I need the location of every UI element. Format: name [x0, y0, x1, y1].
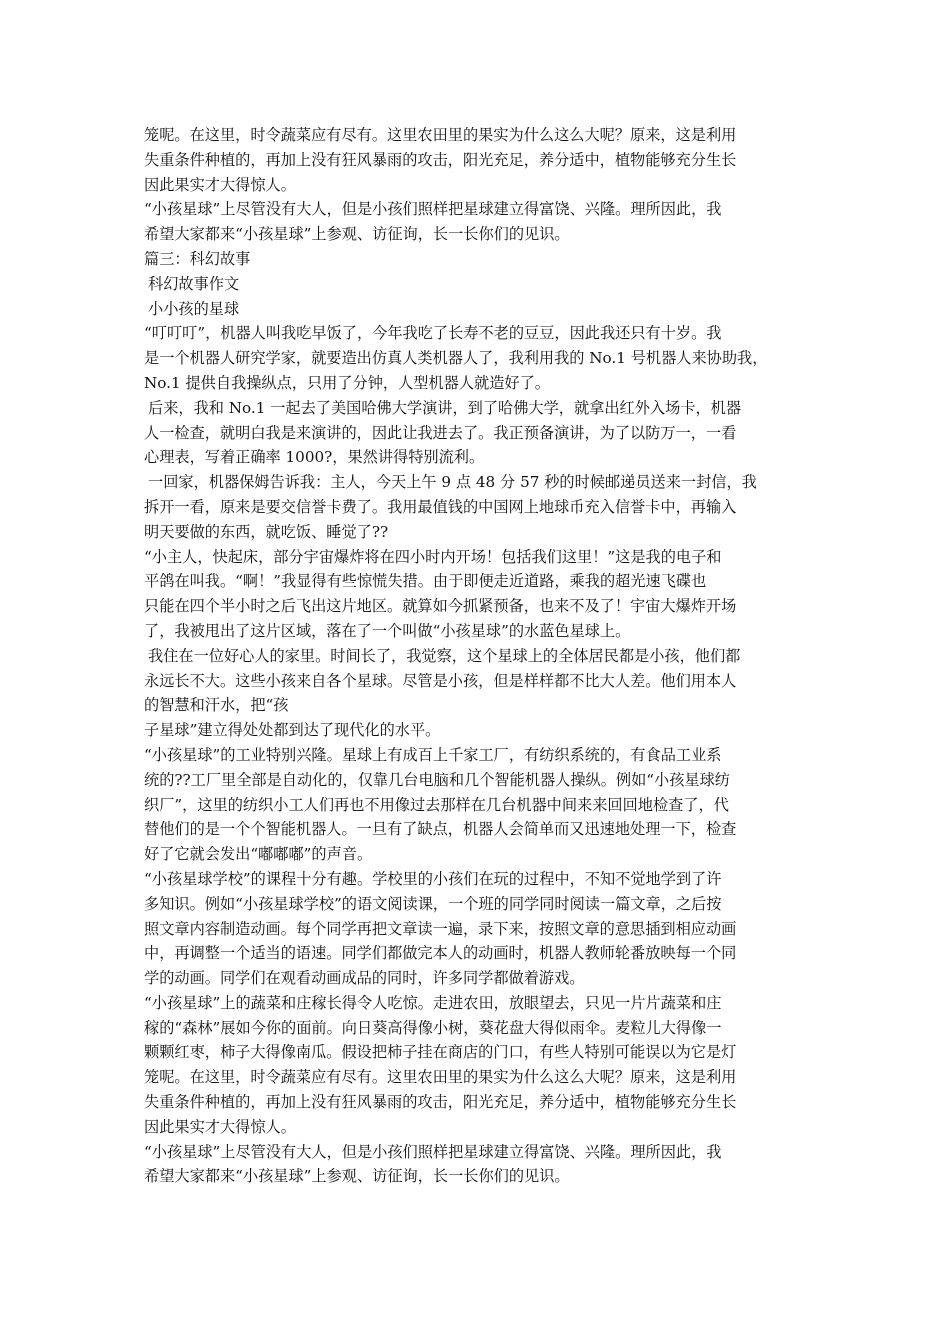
- text-line: 小小孩的星球: [148, 299, 240, 318]
- paragraph: [144, 197, 814, 247]
- paragraph: [144, 297, 814, 322]
- text-line: 照文章内容制造动画。每个同学再把文章读一遍，录下来，按照文章的意思插到相应动画: [144, 919, 737, 938]
- paragraph: [144, 743, 814, 867]
- text-line: 织厂”，这里的纺织小工人们再也不用像过去那样在几台机器中间来来回回地检查了，代: [144, 795, 729, 814]
- text-line: 子星球”建立得处处都到达了现代化的水平。: [144, 721, 441, 740]
- text-line: 的智慧和汗水，把“孩: [144, 696, 289, 715]
- text-line: 替他们的是一个个智能机器人。一旦有了缺点，机器人会简单而又迅速地处理一下，检查: [144, 820, 737, 839]
- text-line: 失重条件种植的，再加上没有狂风暴雨的攻击，阳光充足，养分适中，植物能够充分生长: [144, 150, 737, 169]
- text-line: “小孩星球”上的蔬菜和庄稼长得令人吃惊。走进农田，放眼望去，只见一片片蔬菜和庄: [144, 993, 722, 1012]
- text-line: 平鸽在叫我。“啊！”我显得有些惊慌失措。由于即便走近道路，乘我的超光速飞碟也: [144, 572, 707, 591]
- paragraph: [144, 644, 814, 718]
- text-line: “小孩星球”的工业特别兴隆。星球上有成百上千家工厂，有纺织系统的，有食品工业系: [144, 745, 722, 764]
- document-body: [144, 123, 814, 1189]
- text-line: 失重条件种植的，再加上没有狂风暴雨的攻击，阳光充足，养分适中，植物能够充分生长: [144, 1093, 737, 1112]
- text-line: “小孩星球学校”的课程十分有趣。学校里的小孩们在玩的过程中，不知不觉地学到了许: [144, 869, 722, 888]
- text-line: 好了它就会发出“嘟嘟嘟”的声音。: [144, 845, 373, 864]
- paragraph: [144, 991, 814, 1140]
- paragraph: [144, 123, 814, 197]
- text-line: 拆开一看，原来是要交信誉卡费了。我用最值钱的中国网上地球币充入信誉卡中，再输入: [144, 497, 737, 516]
- text-line: 希望大家都来“小孩星球”上参观、访征询，长一长你们的见识。: [144, 1167, 570, 1186]
- text-line: 心理表，写着正确率 1000?，果然讲得特别流利。: [144, 448, 485, 467]
- text-line: 永远长不大。这些小孩来自各个星球。尽管是小孩，但是样样都不比大人差。他们用本人: [144, 671, 737, 690]
- text-line: 因此果实才大得惊人。: [144, 1117, 296, 1136]
- paragraph: [144, 396, 814, 470]
- text-line: “小孩星球”上尽管没有大人，但是小孩们照样把星球建立得富饶、兴隆。理所因此，我: [144, 1142, 722, 1161]
- text-line: 只能在四个半小时之后飞出这片地区。就算如今抓紧预备，也来不及了！宇宙大爆炸开场: [144, 597, 737, 616]
- text-line: 因此果实才大得惊人。: [144, 175, 296, 194]
- paragraph: [144, 247, 814, 272]
- paragraph: [144, 1140, 814, 1190]
- text-line: 希望大家都来“小孩星球”上参观、访征询，长一长你们的见识。: [144, 225, 570, 244]
- text-line: “小孩星球”上尽管没有大人，但是小孩们照样把星球建立得富饶、兴隆。理所因此，我: [144, 200, 722, 219]
- text-line: 笼呢。在这里，时令蔬菜应有尽有。这里农田里的果实为什么这么大呢？原来，这是利用: [144, 126, 737, 144]
- text-line: 学的动画。同学们在观看动画成品的同时，许多同学都做着游戏。: [144, 969, 585, 988]
- text-line: “叮叮叮”，机器人叫我吃早饭了，今年我吃了长寿不老的豆豆，因此我还只有十岁。我: [144, 324, 722, 343]
- text-line: 人一检查，就明白我是来演讲的，因此让我进去了。我正预备演讲，为了以防万一，一看: [144, 423, 737, 442]
- paragraph: [144, 272, 814, 297]
- text-line: 统的??工厂里全部是自动化的，仅靠几台电脑和几个智能机器人操纵。例如“小孩星球纺: [144, 770, 730, 789]
- paragraph: [144, 321, 814, 395]
- paragraph: [144, 718, 814, 743]
- text-line: 稼的“森林”展如今你的面前。向日葵高得像小树，葵花盘大得似雨伞。麦粒儿大得像一: [144, 1018, 722, 1037]
- text-line: 颗颗红枣，柿子大得像南瓜。假设把柿子挂在商店的门口，有些人特别可能误以为它是灯: [144, 1043, 737, 1062]
- text-line: 多知识。例如“小孩星球学校”的语文阅读课，一个班的同学同时阅读一篇文章，之后按: [144, 894, 722, 913]
- text-line: 是一个机器人研究学家，就要造出仿真人类机器人了，我利用我的 No.1 号机器人来协助我，: [144, 349, 768, 368]
- text-line: 篇三：科幻故事: [144, 249, 251, 268]
- text-line: “小主人，快起床，部分宇宙爆炸将在四小时内开场！包括我们这里！”这是我的电子和: [144, 547, 722, 566]
- text-line: 后来，我和 No.1 一起去了美国哈佛大学演讲，到了哈佛大学，就拿出红外入场卡，机器: [148, 398, 742, 417]
- text-line: 笼呢。在这里，时令蔬菜应有尽有。这里农田里的果实为什么这么大呢？原来，这是利用: [144, 1068, 737, 1087]
- text-line: 了，我被甩出了这片区域，落在了一个叫做“小孩星球”的水蓝色星球上。: [144, 621, 631, 640]
- text-line: 中，再调整一个适当的语速。同学们都做完本人的动画时，机器人教师轮番放映每一个同: [144, 944, 737, 963]
- text-line: 明天要做的东西，就吃饭、睡觉了??: [144, 522, 389, 541]
- paragraph: [144, 545, 814, 644]
- paragraph: [144, 867, 814, 991]
- text-line: 我住在一位好心人的家里。时间长了，我觉察，这个星球上的全体居民都是小孩，他们都: [148, 646, 741, 665]
- text-line: No.1 提供自我操纵点，只用了分钟，人型机器人就造好了。: [144, 373, 550, 392]
- paragraph: [144, 470, 814, 544]
- text-line: 一回家，机器保姆告诉我：主人，今天上午 9 点 48 分 57 秒的时候邮递员送来一封信，我: [148, 473, 757, 492]
- text-line: 科幻故事作文: [148, 274, 240, 293]
